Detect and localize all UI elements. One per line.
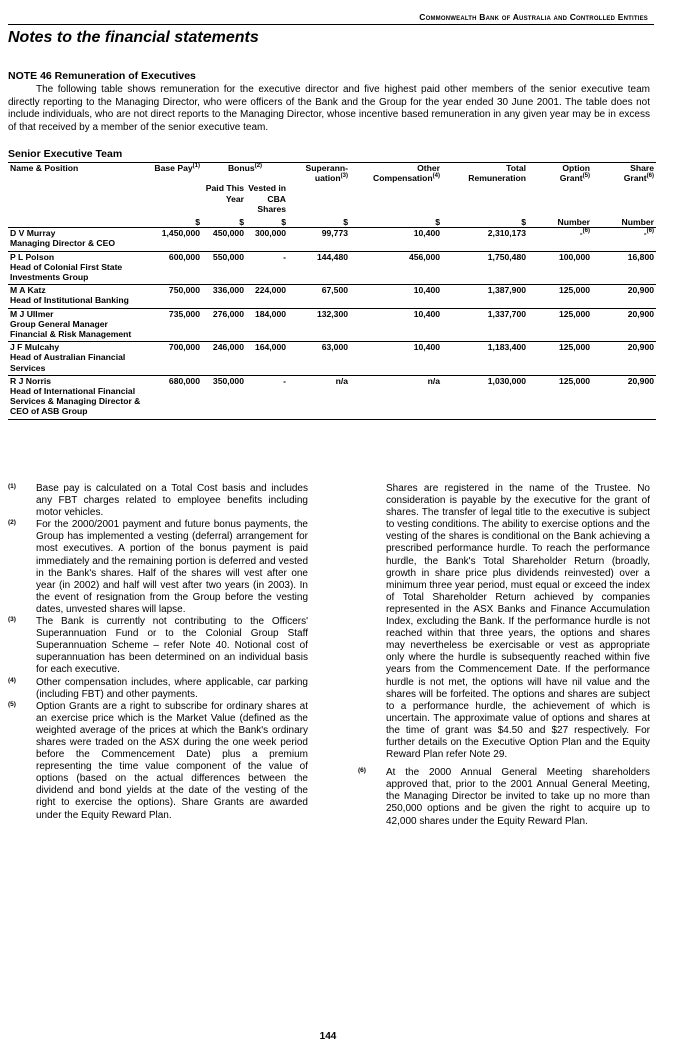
superannuation-cell: 63,000 [321,342,349,353]
executive-name: M J Ullmer [10,308,54,319]
col-header-bonus-paid: Paid This Year [205,183,244,204]
col-header-share-grant: Share Grant$^{(6)}$ [592,163,656,184]
footnote-5-continued: Shares are registered in the name of the Trustee. No consideration is payable by the executive for the grant of shares. The transfer of legal title to the executive is subject to vesting conditions. The ability to exercise options and the vesting of the shares is conditional on the Bank achieving a prescribed performance hurdle. To reach the performance hurdle, the Bank's Total Shareholder Return (broadly, growth in share price plus dividends reinvested) over a minimum three year period, must equal or exceed the index of Total Shareholder Return achieved by companies represented in the ASX Banks and Finance Accumulation Index, excluding the Bank. If the performance hurdle is not reached within that three years, the options and shares may nevertheless be exercisable or vest as appropriate only where the hurdle is subsequently reached within five years from the Commencement Date. If the performance hurdle is not met, the options will have nil value and the shares will be forfeited. The options and shares are subject to a performance hurdle, the achievement of which is uncertain. The approximate value of options and shares at the time of grant was $4.50 and $27 respectively. For further details on the Executive Option Plan and the Equity Reward Plan refer Note 29. [386,483,650,761]
unit-label: $ [288,214,350,228]
base-pay-cell: 1,450,000 [161,228,200,239]
option-grant-cell: 100,000 [558,251,591,262]
col-header-base-pay: Base Pay$^{(1)}$ [144,163,202,184]
bonus-paid-cell: 246,000 [212,342,244,353]
unit-label: $ [442,214,528,228]
col-header-option-grant: Option Grant$^{(5)}$ [528,163,592,184]
superannuation-cell: 132,300 [316,308,349,319]
header-rule [8,24,654,25]
other-compensation-cell: 10,400 [413,342,441,353]
col-header-superannuation: Superann- uation$^{(3)}$ [288,163,350,184]
total-remuneration-cell: 1,337,700 [487,308,527,319]
other-compensation-cell: 456,000 [408,251,441,262]
option-grant-cell: 125,000 [558,285,591,296]
share-grant-cell: 20,900 [627,342,655,353]
page-title: Notes to the financial statements [8,29,259,46]
unit-label: $ [246,214,288,228]
remuneration-table [8,162,656,420]
bonus-paid-cell: 276,000 [212,308,244,319]
page-number: 144 [319,1031,337,1042]
executive-name: P L Polson [10,251,55,262]
superannuation-cell: 99,773 [321,228,349,239]
superannuation-cell: 67,500 [321,285,349,296]
footnote-6: (6) At the 2000 Annual General Meeting shareholders approved that, prior to the 2001 Annual General Meeting, the Managing Director be invited to take up no more than 250,000 options and be given the right to acquire up to 42,000 shares under the Equity Reward Plan. [358,767,650,827]
share-grant-cell: 20,900 [627,285,655,296]
footnotes-right-column [358,483,650,828]
col-header-total-remuneration: Total Remuneration [442,163,528,184]
total-remuneration-cell: 2,310,173 [487,228,527,239]
table-row [8,251,656,285]
table-row [8,342,656,376]
bonus-paid-cell: 350,000 [212,375,244,386]
total-remuneration-cell: 1,387,900 [487,285,527,296]
bonus-vested-cell: 184,000 [254,308,287,319]
executive-position: Head of Australian Financial Services [10,352,126,373]
bonus-vested-cell: 300,000 [254,228,287,239]
footnote-4: (4) Other compensation includes, where applicable, car parking (including FBT) and other payments. [8,676,308,700]
executive-position: Head of Colonial First State Investments Group [10,261,123,283]
option-grant-cell: 125,000 [558,342,591,353]
footnotes-left-column [8,483,308,822]
col-header-bonus-vested: Vested in CBA Shares [248,183,287,214]
bonus-paid-cell: 550,000 [212,251,244,262]
share-grant-cell: 20,900 [627,308,655,319]
footnote-5: (5) Option Grants are a right to subscribe for ordinary shares at an exercise price which is the Market Value (defined as the weighted average of the prices at which the Bank's ordinary shares were traded on the ASX during the one week period before the Commencement Date) plus a premium representing the time value component of the value of options (based on the actual differences between the dividend and bond yields at the date of the vesting of the right to exercise the options). Share Grants are awarded under the Equity Reward Plan. [8,700,308,821]
superannuation-cell: 144,480 [316,251,349,262]
share-grant-cell: 20,900 [627,375,655,386]
note-title: NOTE 46 Remuneration of Executives [8,70,196,82]
other-compensation-cell: 10,400 [413,228,441,239]
table-row [8,375,656,419]
base-pay-cell: 680,000 [168,375,200,386]
footnote-2: (2) For the 2000/2001 payment and future bonus payments, the Group has implemented a vesting (deferral) arrangement for most executives. A portion of the bonus payment is paid immediately and the remaining portion is deferred and vested in the Bank's shares. Half of the shares will vest after one year (in 2002) and half will vest after two years (in 2003). In the event of resignation from the Group before the vesting dates, unvested shares will lapse. [8,519,308,615]
other-compensation-cell: 10,400 [413,308,441,319]
col-header-bonus: Bonus$^{(2)}$ [202,163,288,184]
executive-name: J F Mulcahy [10,342,60,353]
note-intro-paragraph: The following table shows remuneration for the executive director and five highest paid other members of the senior executive team directly reporting to the Managing Director, who were officers of the Bank and the Group for the year ended 30 June 2001. The table does not include individuals, who are not direct reports to the Managing Director, whose incentive based remuneration in any given year may be in excess of that received by a member of the senior executive team. [8,84,650,133]
base-pay-cell: 750,000 [168,285,200,296]
table-row [8,308,656,342]
bonus-paid-cell: 450,000 [212,228,244,239]
executive-position: Head of Institutional Banking [10,295,129,306]
unit-label: Number [592,214,656,228]
unit-label: $ [350,214,442,228]
footnote-1: (1) Base pay is calculated on a Total Cost basis and includes any FBT charges related to employee benefits including motor vehicles. [8,483,308,519]
option-grant-cell: 125,000 [558,308,591,319]
other-compensation-cell: 10,400 [413,285,441,296]
unit-label: $ [202,214,246,228]
option-grant-cell: 125,000 [558,375,591,386]
base-pay-cell: 700,000 [168,342,200,353]
unit-label: $ [144,214,202,228]
col-header-name: Name & Position [8,163,144,184]
report-entity-header: Commonwealth Bank of Australia and Controlled Entities [419,12,648,22]
executive-position: Head of International Financial Services & Managing Director & CEO of ASB Group [10,386,141,417]
table-row [8,228,656,251]
table-row [8,285,656,308]
executive-name: D V Murray [10,228,56,239]
bonus-vested-cell: 164,000 [254,342,287,353]
total-remuneration-cell: 1,183,400 [487,342,527,353]
bonus-vested-cell: - [283,375,287,386]
col-header-other-compensation: Other Compensation$^{(4)}$ [350,163,442,184]
executive-position: Group General Manager Financial & Risk Management [10,318,132,340]
total-remuneration-cell: 1,750,480 [487,251,527,262]
total-remuneration-cell: 1,030,000 [487,375,527,386]
other-compensation-cell: n/a [427,375,441,386]
executive-name: M A Katz [10,285,46,296]
share-grant-cell: 16,800 [627,251,655,262]
executive-name: R J Norris [10,375,52,386]
section-title: Senior Executive Team [8,148,123,160]
bonus-vested-cell: - [283,251,287,262]
unit-label: Number [528,214,592,228]
base-pay-cell: 735,000 [168,308,200,319]
executive-position: Managing Director & CEO [10,238,116,249]
footnote-3: (3) The Bank is currently not contributing to the Officers' Superannuation Fund or to the Colonial Group Staff Superannuation Scheme – refer Note 40. Notional cost of superannuation has been determined on an individual basis for each executive. [8,616,308,676]
bonus-paid-cell: 336,000 [212,285,244,296]
superannuation-cell: n/a [335,375,349,386]
bonus-vested-cell: 224,000 [254,285,287,296]
base-pay-cell: 600,000 [168,251,200,262]
share-grant-cell: -$^{(6)}$ [643,228,655,239]
option-grant-cell: -$^{(6)}$ [579,228,591,239]
